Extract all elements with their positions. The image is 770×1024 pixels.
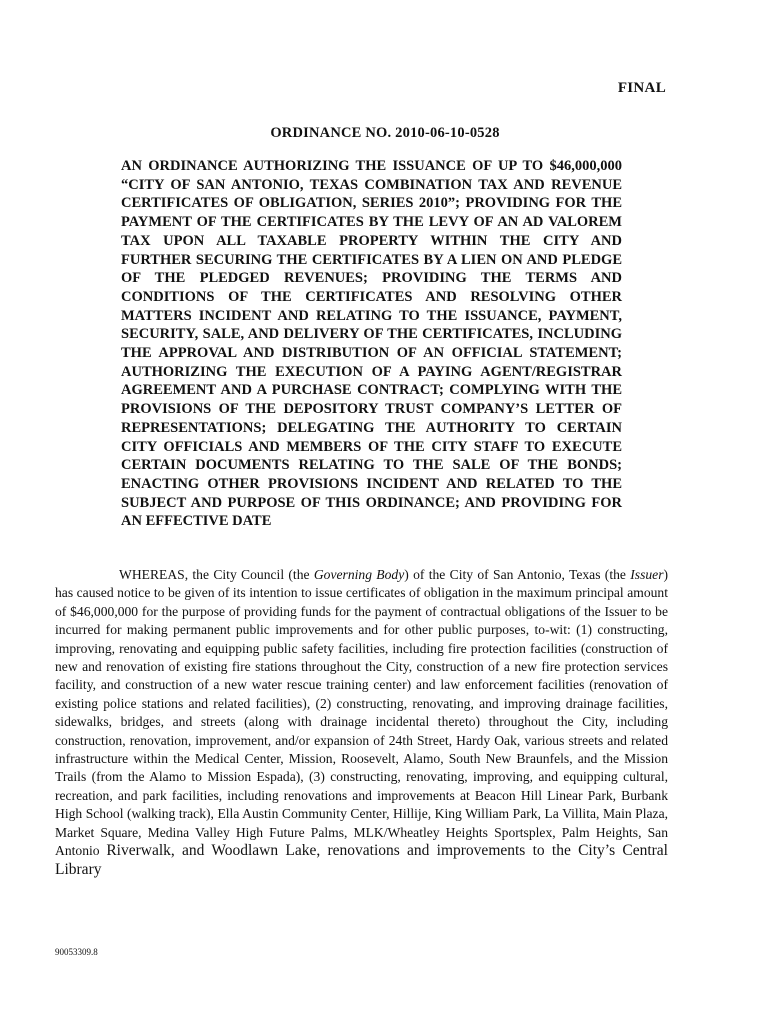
ordinance-caption: AN ORDINANCE AUTHORIZING THE ISSUANCE OF UP TO $46,000,000 “CITY OF SAN ANTONIO, TEXAS COMBINATION TAX AND REVENUE CERTIFICATES OF OBLIGATION, SERIES 2010”; PROVIDING FOR THE PAYMENT OF THE CERTIFICATES BY THE LEVY OF AN AD VALOREM TAX UPON ALL TAXABLE PROPERTY WITHIN THE CITY AND FURTHER SECURING THE CERTIFICATES BY A LIEN ON AND PLEDGE OF THE PLEDGED REVENUES; PROVIDING THE TERMS AND CONDITIONS OF THE CERTIFICATES AND RESOLVING OTHER MATTERS INCIDENT AND RELATING TO THE ISSUANCE, PAYMENT, SECURITY, SALE, AND DELIVERY OF THE CERTIFICATES, INCLUDING THE APPROVAL AND DISTRIBUTION OF AN OFFICIAL STATEMENT; AUTHORIZING THE EXECUTION OF A PAYING AGENT/REGISTRAR AGREEMENT AND A PURCHASE CONTRACT; COMPLYING WITH THE PROVISIONS OF THE DEPOSITORY TRUST COMPANY’S LETTER OF REPRESENTATIONS; DELEGATING THE AUTHORITY TO CERTAIN CITY OFFICIALS AND MEMBERS OF THE CITY STAFF TO EXECUTE CERTAIN DOCUMENTS RELATING TO THE SALE OF THE BONDS; ENACTING OTHER PROVISIONS INCIDENT AND RELATED TO THE SUBJECT AND PURPOSE OF THIS ORDINANCE; AND PROVIDING FOR AN EFFECTIVE DATE [121, 158, 622, 530]
whereas-part4: Riverwalk, and Woodlawn Lake, renovations and improvements to the City’s Central Library [55, 842, 668, 878]
whereas-paragraph [55, 566, 668, 879]
whereas-part3: ) has caused notice to be given of its intention to issue certificates of obligation in the maximum principal amount of $46,000,000 for the purpose of providing funds for the payment of contractual obligations of the Issuer to be incurred for making permanent public improvements and for other public purposes, to-wit: (1) constructing, improving, renovating and equipping public safety facilities, including fire protection facilities (construction of new and renovation of existing fire stations throughout the City, construction of a new fire protection services facility, and construction of a new water rescue training center) and law enforcement facilities (renovation of existing police stations and related facilities), (2) constructing, renovating, and improving drainage facilities, sidewalks, bridges, and streets (along with drainage incidental thereto) throughout the City, including construction, renovation, improvement, and/or expansion of 24th Street, Hardy Oak, various streets and related infrastructure within the Medical Center, Mission, Roosevelt, Alamo, South New Braunfels, and the Mission Trails (from the Alamo to Mission Espada), (3) constructing, renovating, improving, and equipping cultural, recreation, and park facilities, including renovations and improvements at Beacon Hill Linear Park, Burbank High School (walking track), Ella Austin Community Center, Hillije, King William Park, La Villita, Main Plaza, Market Square, Medina Valley High Future Palms, MLK/Wheatley Heights Sportsplex, Palm Heights, San Antonio [55, 567, 669, 859]
whereas-lead: WHEREAS, the City Council (the [119, 567, 314, 582]
document-number: 90053309.8 [55, 947, 98, 957]
ordinance-title: ORDINANCE NO. 2010-06-10-0528 [270, 125, 500, 141]
issuer-term: Issuer [630, 567, 664, 582]
whereas-part2: ) of the City of San Antonio, Texas (the [404, 567, 631, 582]
final-label: FINAL [617, 80, 666, 96]
governing-body-term: Governing Body [313, 567, 405, 582]
